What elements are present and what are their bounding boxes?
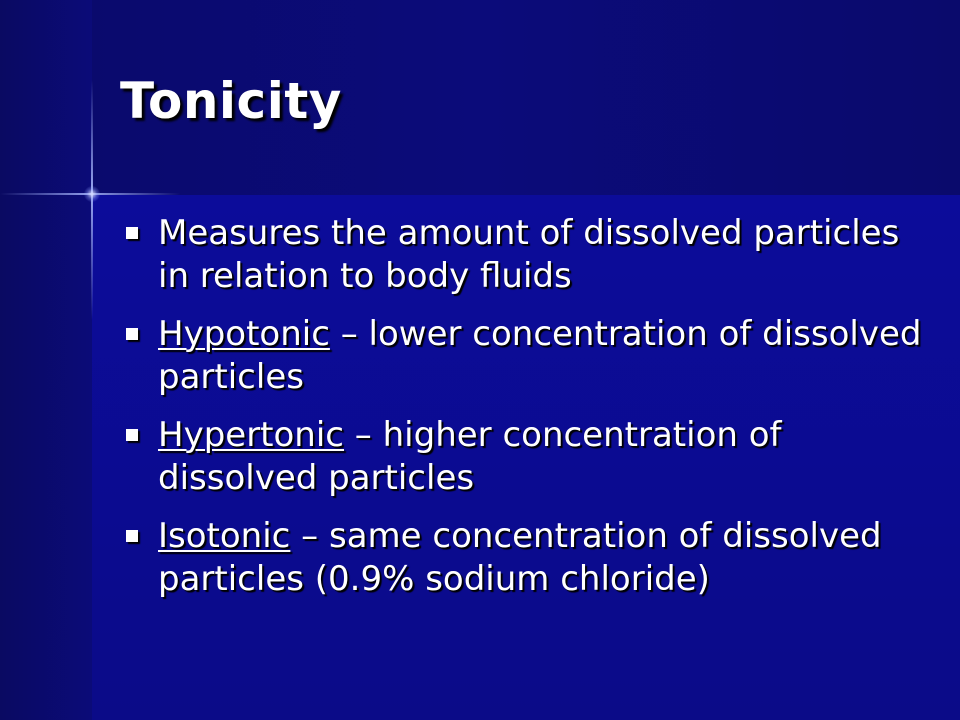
bullet-text: – same concentration of dissolved particles (0.9% sodium chloride) [158,516,882,599]
list-item [124,313,934,399]
bullet-term: Hypotonic [158,314,330,354]
bullet-term: Hypertonic [158,415,344,455]
bullet-text: – higher concentration of dissolved particles [158,415,782,498]
list-item [124,212,934,298]
sparkle-icon [84,186,100,202]
bullet-list [124,212,934,616]
square-bullet-icon [126,530,138,542]
square-bullet-icon [126,328,138,340]
bullet-text: – lower concentration of dissolved particles [158,314,922,397]
bullet-term: Isotonic [158,516,291,556]
bullet-text: Measures the amount of dissolved particles in relation to body fluids [158,213,900,296]
slide-title: Tonicity [120,72,342,130]
list-item [124,414,934,500]
square-bullet-icon [126,227,138,239]
left-band [0,0,92,720]
square-bullet-icon [126,429,138,441]
list-item [124,515,934,601]
